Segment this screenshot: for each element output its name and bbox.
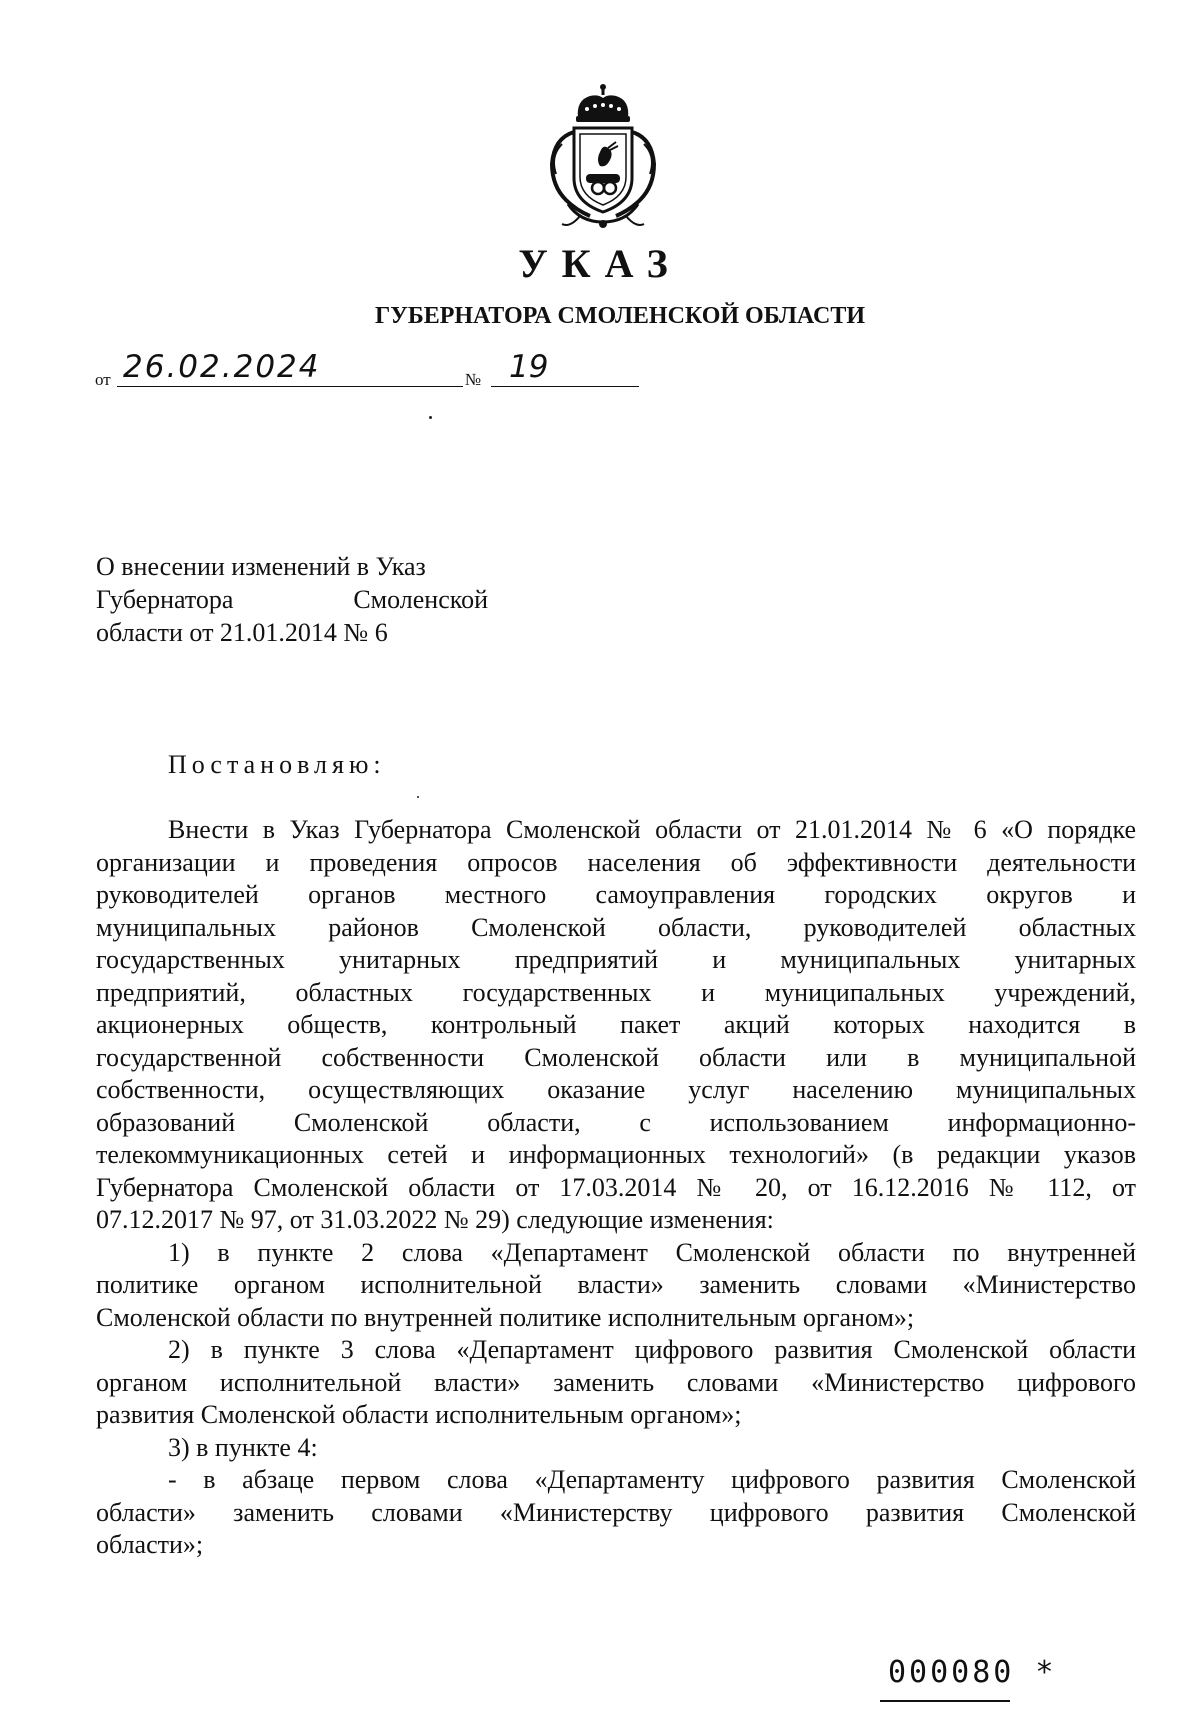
document-body [96,814,1136,1562]
body-line: Губернатора Смоленской области от 17.03.2014 № 20, от 16.12.2016 № 112, от [96,1172,1136,1202]
number-label: № [464,370,482,389]
item-2-paragraph [96,1334,1136,1432]
body-line: государственной собственности Смоленской области или в муниципальной [96,1042,1136,1072]
document-title: УКАЗ [518,241,682,286]
body-line: образований Смоленской области, с использованием информационно- [96,1107,1136,1137]
resolve-heading: Постановляю: [168,750,386,779]
stray-dot [429,416,432,419]
subject-word: Смоленской [353,585,488,614]
item-3-line: 3) в пункте 4: [168,1432,318,1462]
handwritten-number: 19 [491,352,639,387]
serial-number: 000080 * [888,1655,1057,1690]
body-line: государственных унитарных предприятий и муниципальных унитарных [96,945,1136,974]
body-line: руководителей органов местного самоуправления городских округов и [96,880,1136,909]
subject-line: области от 21.01.2014 № 6 [96,618,388,647]
body-line: политике органом исполнительной власти» заменить словами «Министерство [96,1270,1136,1299]
date-prefix: от [95,370,111,389]
item-1-paragraph [96,1237,1136,1335]
body-line: 2) в пункте 3 слова «Департамент цифрового развития Смоленской области [168,1335,1136,1364]
intro-paragraph [96,814,1136,1237]
subject-line [96,583,488,616]
footer-rule [880,1700,1010,1702]
document-subtitle: ГУБЕРНАТОРА СМОЛЕНСКОЙ ОБЛАСТИ [374,303,866,329]
body-line: телекоммуникационных сетей и информационных технологий» (в редакции указов [96,1140,1136,1169]
subject-line: О внесении изменений в Указ [96,552,426,581]
body-line: Внести в Указ Губернатора Смоленской области от 21.01.2014 № 6 «О порядке [168,815,1136,844]
body-line: развития Смоленской области исполнительным органом»; [96,1400,742,1429]
date-number-line [95,349,549,392]
subject-word: Губернатора [96,585,234,614]
document-subject [96,550,488,649]
body-line: собственности, осуществляющих оказание услуг населению муниципальных [96,1075,1136,1104]
body-line: организации и проведения опросов населения об эффективности деятельности [96,847,1136,877]
body-line: акционерных обществ, контрольный пакет акций которых находится в [96,1010,1136,1039]
stray-dot [417,796,419,798]
body-line: 1) в пункте 2 слова «Департамент Смоленской области по внутренней [168,1237,1136,1267]
coat-of-arms-icon [540,82,666,232]
handwritten-date: 26.02.2024 [117,352,463,387]
body-line: области»; [96,1530,204,1559]
body-line: предприятий, областных государственных и муниципальных учреждений, [96,977,1136,1007]
body-line: области» заменить словами «Министерству цифрового развития Смоленской [96,1497,1136,1527]
body-line: Смоленской области по внутренней политике исполнительным органом»; [96,1302,915,1332]
body-line: 07.12.2017 № 97, от 31.03.2022 № 29) следующие изменения: [96,1205,774,1234]
body-line: - в абзаце первом слова «Департаменту цифрового развития Смоленской [168,1465,1136,1494]
item-3a-paragraph [96,1464,1136,1562]
body-line: муниципальных районов Смоленской области, руководителей областных [96,912,1136,942]
body-line: органом исполнительной власти» заменить словами «Министерство цифрового [96,1367,1136,1397]
